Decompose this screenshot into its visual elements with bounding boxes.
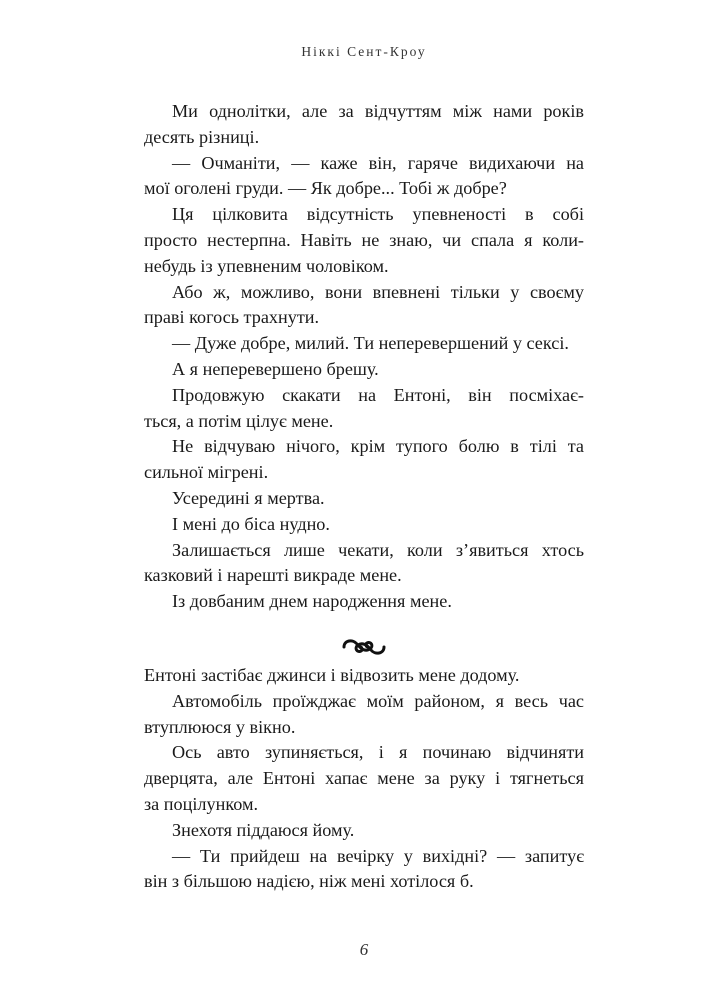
text-line: казковий і нарешті викраде мене. (144, 565, 402, 586)
paragraph (144, 740, 584, 817)
text-line: мої оголені груди. — Як добре... Тобі ж добре? (144, 178, 507, 199)
text-line: сильної мігрені. (144, 462, 269, 483)
text-line: Ця цілковита відсутність упевненості в собі (172, 204, 584, 225)
paragraph (144, 844, 584, 896)
paragraph (144, 331, 584, 357)
paragraph (144, 818, 584, 844)
paragraph (144, 357, 584, 383)
text-line: Ми однолітки, але за відчуттям між нами років (172, 101, 584, 121)
text-line: Залишається лише чекати, коли з’явиться хтось (172, 539, 584, 560)
text-line: він з більшою надією, ніж мені хотілося б. (144, 871, 474, 892)
page-number: 6 (359, 940, 369, 959)
paragraph (144, 383, 584, 435)
paragraph (144, 280, 584, 332)
text-line: Знехотя піддаюся йому. (172, 819, 355, 840)
section-break-flourish-icon (341, 637, 387, 657)
text-line: Усередині я мертва. (172, 487, 325, 508)
text-line: — Дуже добре, милий. Ти неперевершений у сексі. (172, 333, 569, 354)
paragraph (144, 689, 584, 741)
paragraph (144, 589, 584, 615)
text-line: десять різниці. (144, 126, 260, 147)
text-line: просто нестерпна. Навіть не знаю, чи спала я коли- (144, 229, 584, 250)
paragraph (144, 663, 584, 689)
paragraph (144, 486, 584, 512)
text-line: Із довбаним днем народження мене. (172, 591, 452, 612)
running-head: Ніккі Сент-Кроу (301, 44, 427, 59)
text-section-2 (144, 663, 584, 895)
text-line: Або ж, можливо, вони впевнені тільки у своєму (172, 281, 584, 302)
paragraph (144, 99, 584, 151)
text-line: — Ти прийдеш на вечірку у вихідні? — запитує (172, 845, 584, 866)
paragraph (144, 512, 584, 538)
text-line: Автомобіль проїжджає моїм районом, я весь час (172, 690, 584, 711)
paragraph (144, 434, 584, 486)
paragraph (144, 202, 584, 279)
text-line: Не відчуваю нічого, крім тупого болю в тілі та (172, 436, 584, 457)
paragraph (144, 151, 584, 203)
text-line: Ось авто зупиняється, і я починаю відчиняти (172, 742, 584, 763)
text-line: за поцілунком. (144, 793, 259, 814)
text-line: Продовжую скакати на Ентоні, він посміхає- (172, 384, 584, 405)
paragraph (144, 538, 584, 590)
text-line: — Очманіти, — каже він, гаряче видихаючи на (172, 152, 584, 173)
text-line: праві когось трахнути. (144, 307, 320, 328)
text-line: Ентоні застібає джинси і відвозить мене додому. (144, 665, 520, 685)
text-line: І мені до біса нудно. (172, 513, 330, 534)
text-section-1 (144, 99, 584, 615)
text-line: ться, а потім цілує мене. (144, 410, 334, 431)
text-line: А я неперевершено брешу. (172, 358, 379, 379)
text-line: дверцята, але Ентоні хапає мене за руку і тягнеться (144, 768, 584, 789)
text-line: небудь із упевненим чоловіком. (144, 255, 389, 276)
text-line: втуплююся у вікно. (144, 716, 296, 737)
